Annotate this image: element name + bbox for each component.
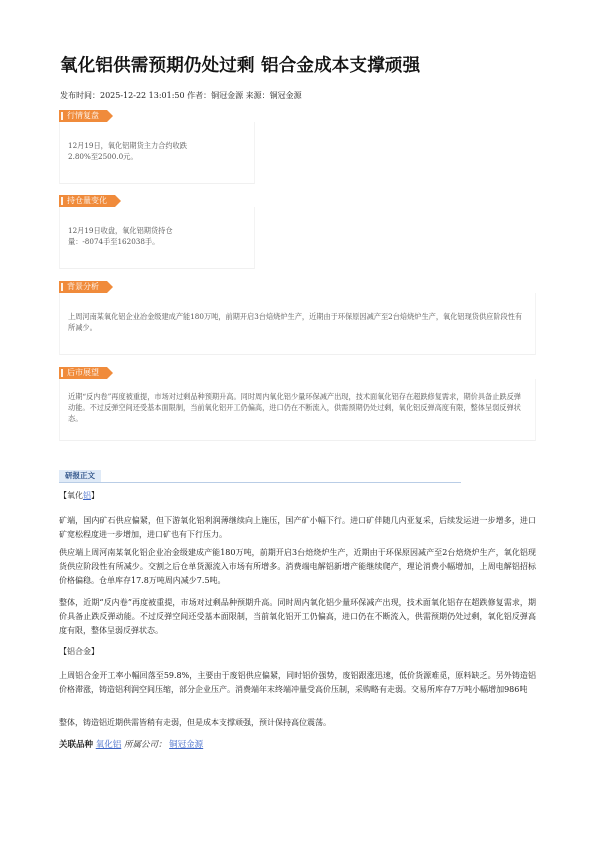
section-header-position-change [59, 195, 115, 207]
section-header-background [59, 281, 107, 293]
section-text: 上周河南某氧化铝企业冶金级建成产能180万吨，前期开启3台焙烧炉生产，近期由于环保原因减产至2台焙烧炉生产，氧化铝现货供应阶段性有所减少。 [68, 312, 523, 332]
section-label: 背景分析 [59, 281, 107, 293]
research-paragraph-3: 整体，近期“反内卷”再度被重提，市场对过剩品种预期升高。同时周内氧化铝少量环保减产出现，技术面氧化铝存在超跌修复需求，期价具备止跌反弹动能。不过反弹空间还受基本面限制，当前氧化铝开工仍偏高，进口仍在不断流入，供需预期仍处过剩，氧化铝反弹高度有限，整体呈弱反弹状态。 [59, 598, 536, 635]
alumina-heading-link[interactable]: 铝 [83, 491, 91, 500]
research-divider [59, 482, 461, 483]
alumina-heading-suffix: 】 [91, 491, 99, 500]
alumina-heading-prefix: 【氧化 [59, 491, 83, 500]
section-header-market-review [59, 110, 107, 122]
related-label: 关联品种 [59, 740, 94, 750]
company-label: 所属公司： [123, 740, 167, 750]
company-link[interactable]: 铜冠金源 [169, 740, 204, 750]
section-label: 后市展望 [59, 367, 107, 379]
research-header [59, 470, 461, 482]
section-box-market-review [59, 122, 255, 184]
research-paragraph-5: 整体，铸造铝近期供需皆稍有走弱，但是成本支撑顽强，预计保持高位震荡。 [59, 718, 331, 727]
section-box-background [59, 293, 536, 355]
section-label: 行情复盘 [59, 110, 107, 122]
research-paragraph-2: 供应端上周河南某氧化铝企业冶金级建成产能180万吨，前期开启3台焙烧炉生产，近期由于环保原因减产至2台焙烧炉生产，氧化铝现货供应阶段性有所减少。交割之后仓单货源流入市场有所增多。消费端电解铝新增产能继续爬产，理论消费小幅增加，上周电解铝招标价格偏稳。仓单库存17.8万吨周内减少7.5吨。 [59, 548, 536, 585]
section-text: 近期“反内卷”再度被重提，市场对过剩品种预期升高。同时周内氧化铝少量环保减产出现，技术面氧化铝存在超跌修复需求，期价具备止跌反弹动能。不过反弹空间还受基本面限制，当前氧化铝开工仍偏高，进口仍在不断流入，供需预期仍处过剩，氧化铝反弹高度有限，整体呈弱反弹状态。 [68, 392, 521, 423]
research-label: 研报正文 [59, 470, 101, 482]
section-text: 12月19日收盘，氧化铝期货持仓量：-8074手至162038手。 [68, 226, 173, 246]
section-text: 12月19日，氧化铝期货主力合约收跌2.80%至2500.0元。 [68, 141, 187, 161]
research-paragraph-4: 上周铝合金开工率小幅回落至59.8%，主要由于废铝供应偏紧，同时铝价强势，废铝跟涨迅速，低价货源难觅，原料缺乏。另外铸造铝价格滞涨，铸造铝利润空间压缩，部分企业压产。消费端年末终端冲量受高价压制，采购略有走弱。交易所库存7万吨小幅增加986吨 [59, 671, 536, 694]
article-meta: 发布时间：2025-12-22 13:01:50 作者：铜冠金源 来源：铜冠金源 [60, 91, 302, 100]
section-header-outlook [59, 367, 107, 379]
research-paragraph-1: 矿端，国内矿石供应偏紧，但下游氧化铝利润薄继续向上施压，国产矿小幅下行。进口矿伴随几内亚复采，后续发运进一步增多，进口矿宽松程度进一步增加，进口矿也有下行压力。 [59, 516, 536, 539]
section-box-outlook [59, 379, 536, 441]
section-box-position-change [59, 207, 255, 269]
article-title: 氧化铝供需预期仍处过剩 铝合金成本支撑顽强 [60, 56, 421, 76]
alumina-heading [59, 489, 536, 503]
alloy-heading: 【铝合金】 [59, 647, 99, 656]
related-products [59, 738, 203, 750]
related-product-link[interactable]: 氧化铝 [95, 740, 122, 750]
section-label: 持仓量变化 [59, 195, 115, 207]
